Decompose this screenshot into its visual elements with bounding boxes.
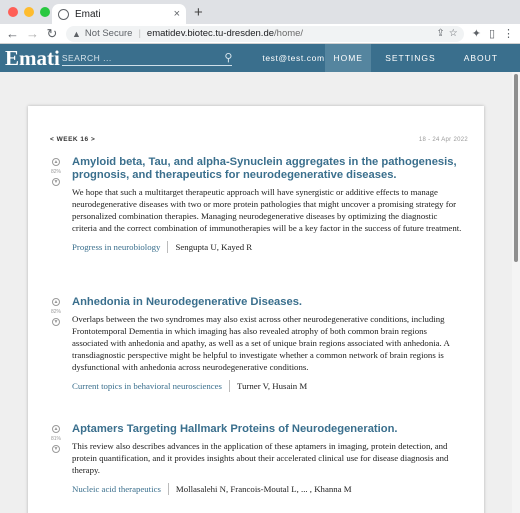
menu-home[interactable]: HOME [325,44,371,72]
extensions-icon[interactable]: ✦ [471,28,481,40]
more-menu-icon[interactable]: ⋮ [503,28,514,40]
site-logo[interactable]: Emati [5,45,60,70]
article-title[interactable]: Anhedonia in Neurodegenerative Diseases. [72,296,303,308]
relevance-score: 82% [50,309,61,315]
meta-divider [229,380,230,392]
vote-control [49,298,63,326]
downvote-icon[interactable]: ▼ [53,319,59,325]
reload-button[interactable]: ↻ [46,25,58,41]
scrollbar-thumb[interactable] [514,74,518,262]
page-viewport [0,72,520,513]
article-meta [72,483,464,495]
upvote-icon[interactable]: ▲ [53,159,59,165]
browser-tab[interactable] [52,4,186,24]
downvote-icon[interactable]: ▼ [53,179,59,185]
article-abstract: Overlaps between the two syndromes may also exist across other neurodegenerative conditions, including Frontotemporal Dementia in which imaging has also revealed atrophy of both common brain regions associated with anhedonia and apathy, as well as a set of unique brain regions associated with anhedonia. A transdiagnostic perspective might be helpful to investigate whether a common network of brain regions is dysfunctional with anhedonia across neurodegenerative conditions. [72,314,450,372]
menu-settings[interactable]: SETTINGS [385,53,436,63]
meta-divider [167,241,168,253]
article-journal[interactable]: Nucleic acid therapeutics [72,484,161,494]
upvote-icon[interactable]: ▲ [53,299,59,305]
globe-icon [58,9,69,20]
meta-divider [168,483,169,495]
article-authors: Mollasalehi N, Francois-Moutal L, ... , Khanna M [175,484,352,494]
site-navbar [0,44,520,72]
menu-about[interactable]: ABOUT [463,53,498,63]
search-icon[interactable]: ⚲ [224,52,233,64]
article-item [50,423,464,495]
date-range: 18 - 24 Apr 2022 [418,136,468,143]
user-email[interactable]: test@test.com [262,53,325,63]
new-tab-button[interactable]: + [194,4,203,21]
browser-toolbar [0,24,520,44]
vote-control [49,158,63,186]
share-icon[interactable]: ⇪ [436,28,445,39]
maximize-window-button[interactable] [40,7,50,17]
url-host: ematidev.biotec.tu-dresden.de [146,28,275,39]
url-text[interactable] [147,28,432,39]
search-bar [62,50,233,66]
article-meta [72,241,464,253]
article-abstract: This review also describes advances in the application of these aptamers in imaging, protein detection, and protein quantification, and it provides insights about their accelerated clinical use for disease diagnosis and therapy. [72,441,449,475]
article-item [50,296,464,392]
window-controls [8,7,50,17]
article-abstract: We hope that such a multitarget therapeutic approach will have synergistic or additive effects to manage neurodegenerative diseases with two or more protein pathologies that might uncover a promising strategy for personalized combination therapies. Managing neurodegenerative diseases by optimizing the diagnostic criteria and the correct combination of immunotherapies will be a key factor in the success of future treatment. [72,187,462,233]
article-journal[interactable]: Current topics in behavioral neurosciences [72,381,222,391]
relevance-score: 81% [50,436,61,442]
security-label: Not Secure [84,28,133,39]
page-scrollbar[interactable] [512,72,520,513]
address-separator: | [138,28,141,39]
vote-control [49,425,63,453]
bookmark-star-icon[interactable]: ☆ [448,28,458,39]
article-meta [72,380,464,392]
url-path: /home/ [274,28,304,39]
forward-button[interactable]: → [26,26,39,41]
downvote-icon[interactable]: ▼ [53,446,59,452]
article-title[interactable]: Amyloid beta, Tau, and alpha-Synuclein aggregates in the pathogenesis, prognosis, and therapeutics for neurodegenerative diseases. [72,156,457,181]
browser-tab-bar [0,0,520,24]
sidebar-icon[interactable]: ▯ [488,28,495,40]
upvote-icon[interactable]: ▲ [53,426,59,432]
address-bar[interactable] [66,26,464,42]
minimize-window-button[interactable] [24,7,34,17]
article-authors: Sengupta U, Kayed R [175,242,253,252]
main-menu [325,44,512,72]
back-button[interactable]: ← [6,26,19,41]
article-title[interactable]: Aptamers Targeting Hallmark Proteins of Neurodegeneration. [72,423,398,435]
article-journal[interactable]: Progress in neurobiology [72,242,161,252]
search-input[interactable] [62,53,224,63]
week-header [50,136,468,143]
tab-title: Emati [75,8,101,20]
close-window-button[interactable] [8,7,18,17]
week-navigator[interactable]: < WEEK 16 > [50,136,96,143]
article-authors: Turner V, Husain M [237,381,308,391]
feed-card [28,106,484,513]
warning-icon[interactable]: ▲ [72,28,81,39]
tab-close-icon[interactable]: × [173,8,180,20]
article-item [50,156,464,253]
relevance-score: 82% [50,169,61,175]
